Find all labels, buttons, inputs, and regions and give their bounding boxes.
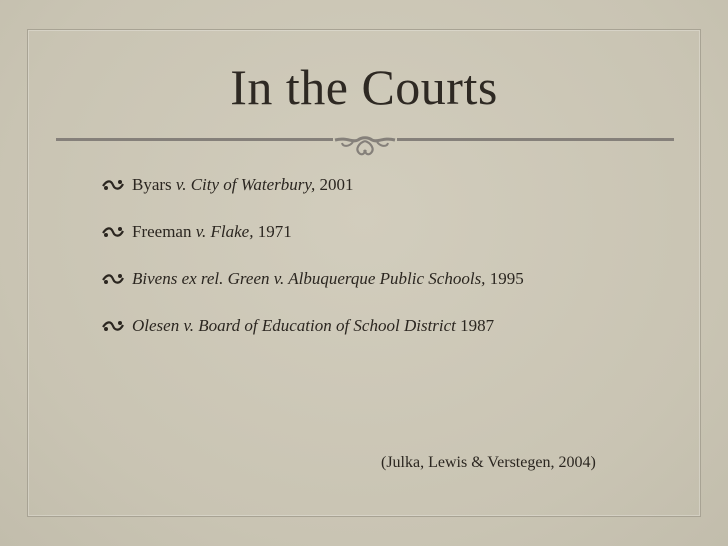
source-citation: (Julka, Lewis & Verstegen, 2004): [381, 454, 596, 471]
case-versus: v.: [175, 175, 187, 194]
fleuron-bullet-icon: [102, 320, 124, 332]
case-defendant: Flake,: [210, 222, 254, 241]
case-plaintiff: Byars: [132, 175, 172, 194]
case-year: 1971: [257, 222, 292, 241]
case-year: 1995: [489, 269, 524, 288]
fleuron-bullet-icon: [102, 179, 124, 191]
title-rule-right: [397, 138, 674, 141]
case-name: Bivens ex rel. Green v. Albuquerque Public Schools,: [132, 269, 486, 288]
case-year: 2001: [319, 175, 354, 194]
scroll-ornament-icon: [333, 131, 397, 159]
list-item: [102, 314, 494, 338]
case-plaintiff: Freeman: [132, 222, 192, 241]
case-name: Olesen v. Board of Education of School District: [132, 316, 456, 335]
case-versus: v.: [195, 222, 207, 241]
title-rule-left: [56, 138, 333, 141]
case-year: 1987: [460, 316, 495, 335]
list-item: [102, 220, 292, 244]
case-defendant: City of Waterbury,: [190, 175, 316, 194]
fleuron-bullet-icon: [102, 273, 124, 285]
list-item: [102, 267, 524, 291]
list-item: [102, 173, 353, 197]
fleuron-bullet-icon: [102, 226, 124, 238]
slide-title: In the Courts: [230, 59, 498, 115]
